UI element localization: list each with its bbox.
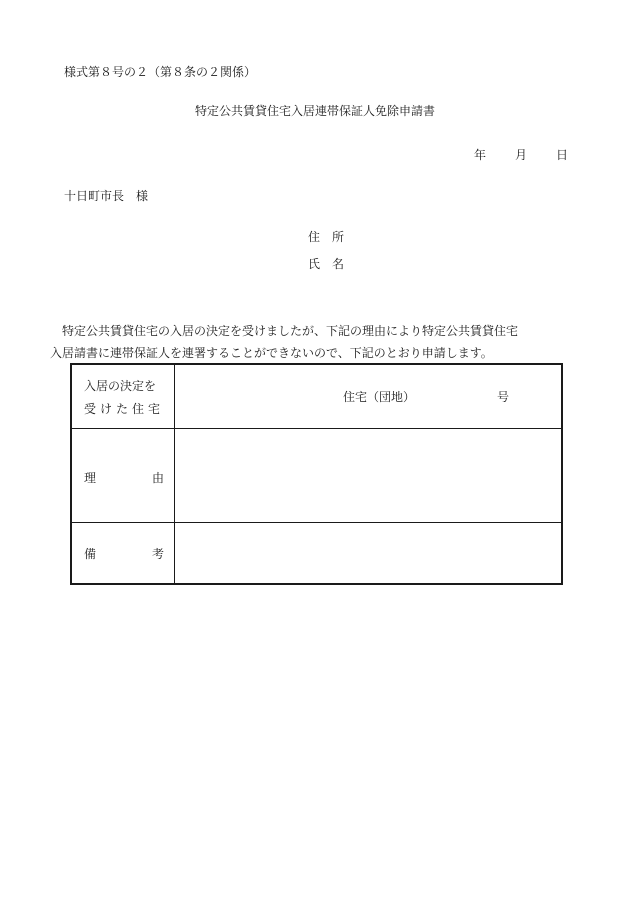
date-month-label: 月 <box>515 148 528 162</box>
housing-number-suffix: 号 <box>497 390 510 404</box>
table-row-reason <box>72 429 561 523</box>
date-day-label: 日 <box>556 148 569 162</box>
applicant-name-label: 氏 名 <box>308 257 345 271</box>
document-title: 特定公共賃貸住宅入居連帯保証人免除申請書 <box>194 104 435 118</box>
housing-label-cell <box>72 365 175 428</box>
reason-label <box>84 469 164 486</box>
body-text-line-1: 特定公共賃貸住宅の入居の決定を受けましたが、下記の理由により特定公共賃貸住宅 <box>62 324 519 338</box>
remarks-label-cell <box>72 523 175 583</box>
table-row-housing <box>72 365 561 429</box>
addressee: 十日町市長 様 <box>64 189 149 203</box>
remarks-label-char-1: 備 <box>84 547 97 561</box>
reason-label-char-1: 理 <box>84 471 97 485</box>
housing-label-line-1: 入居の決定を <box>84 379 157 393</box>
reason-value-cell[interactable] <box>175 429 561 522</box>
housing-label-line-2: 受けた住宅 <box>84 402 165 416</box>
housing-value-cell[interactable] <box>175 365 561 428</box>
date-year-label: 年 <box>474 148 487 162</box>
reason-label-char-2: 由 <box>151 471 164 485</box>
housing-complex-label: 住宅（団地） <box>343 390 416 404</box>
remarks-label-char-2: 考 <box>151 547 164 561</box>
applicant-address-label: 住 所 <box>308 230 345 244</box>
body-text-line-2: 入居請書に連帯保証人を連署することができないので、下記のとおり申請します。 <box>50 346 493 360</box>
remarks-value-cell[interactable] <box>175 523 561 583</box>
table-row-remarks <box>72 523 561 583</box>
reason-label-cell <box>72 429 175 522</box>
form-number: 様式第８号の２（第８条の２関係） <box>64 65 257 79</box>
application-table <box>70 363 563 585</box>
remarks-label <box>84 545 164 562</box>
